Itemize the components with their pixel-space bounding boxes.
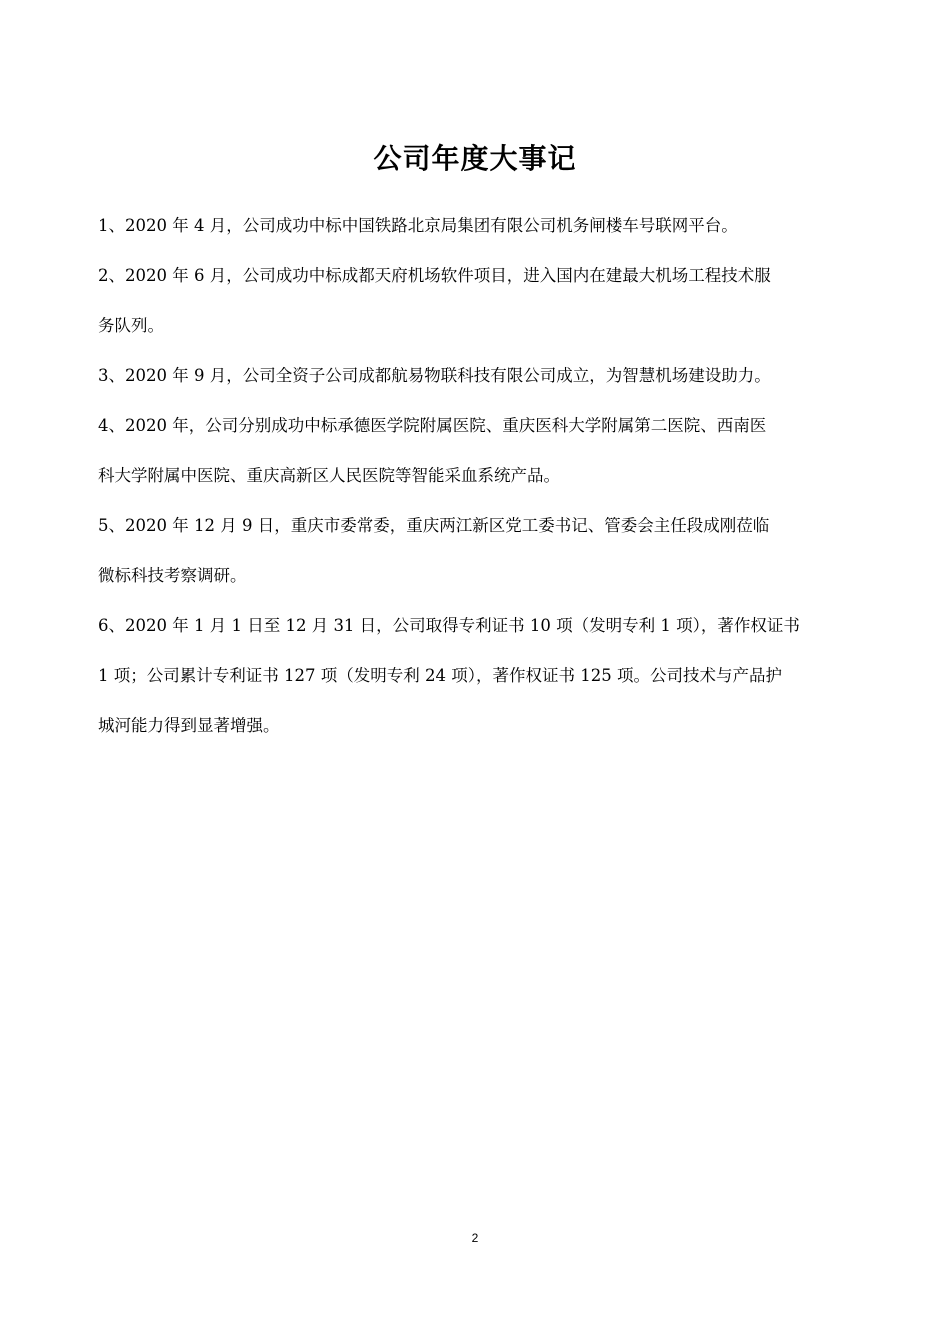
paragraph-line: 科大学附属中医院、重庆高新区人民医院等智能采血系统产品。: [98, 466, 560, 485]
paragraph-line: 4、2020 年，公司分别成功中标承德医学院附属医院、重庆医科大学附属第二医院、西南医: [98, 416, 767, 435]
page-title: 公司年度大事记: [373, 141, 577, 175]
document-body: [98, 207, 856, 757]
paragraph-line: 2、2020 年 6 月，公司成功中标成都天府机场软件项目，进入国内在建最大机场工程技术服: [98, 266, 771, 285]
paragraph-4: [98, 407, 856, 495]
paragraph-5: [98, 507, 856, 595]
paragraph-line: 6、2020 年 1 月 1 日至 12 月 31 日，公司取得专利证书 10 项（发明专利 1 项），著作权证书: [98, 616, 800, 635]
paragraph-line: 务队列。: [98, 316, 164, 335]
paragraph-line: 5、2020 年 12 月 9 日，重庆市委常委，重庆两江新区党工委书记、管委会主任段成刚莅临: [98, 516, 770, 535]
paragraph-3: [98, 357, 856, 395]
paragraph-6: [98, 607, 856, 745]
paragraph-1: [98, 207, 856, 245]
paragraph-line: 1、2020 年 4 月，公司成功中标中国铁路北京局集团有限公司机务闸楼车号联网平台。: [98, 216, 738, 235]
paragraph-line: 城河能力得到显著增强。: [98, 716, 280, 735]
paragraph-line: 3、2020 年 9 月，公司全资子公司成都航易物联科技有限公司成立，为智慧机场建设助力。: [98, 366, 771, 385]
paragraph-line: 1 项；公司累计专利证书 127 项（发明专利 24 项），著作权证书 125 项。公司技术与产品护: [98, 666, 782, 685]
paragraph-2: [98, 257, 856, 345]
page-number: 2: [471, 1231, 479, 1245]
paragraph-line: 微标科技考察调研。: [98, 566, 247, 585]
